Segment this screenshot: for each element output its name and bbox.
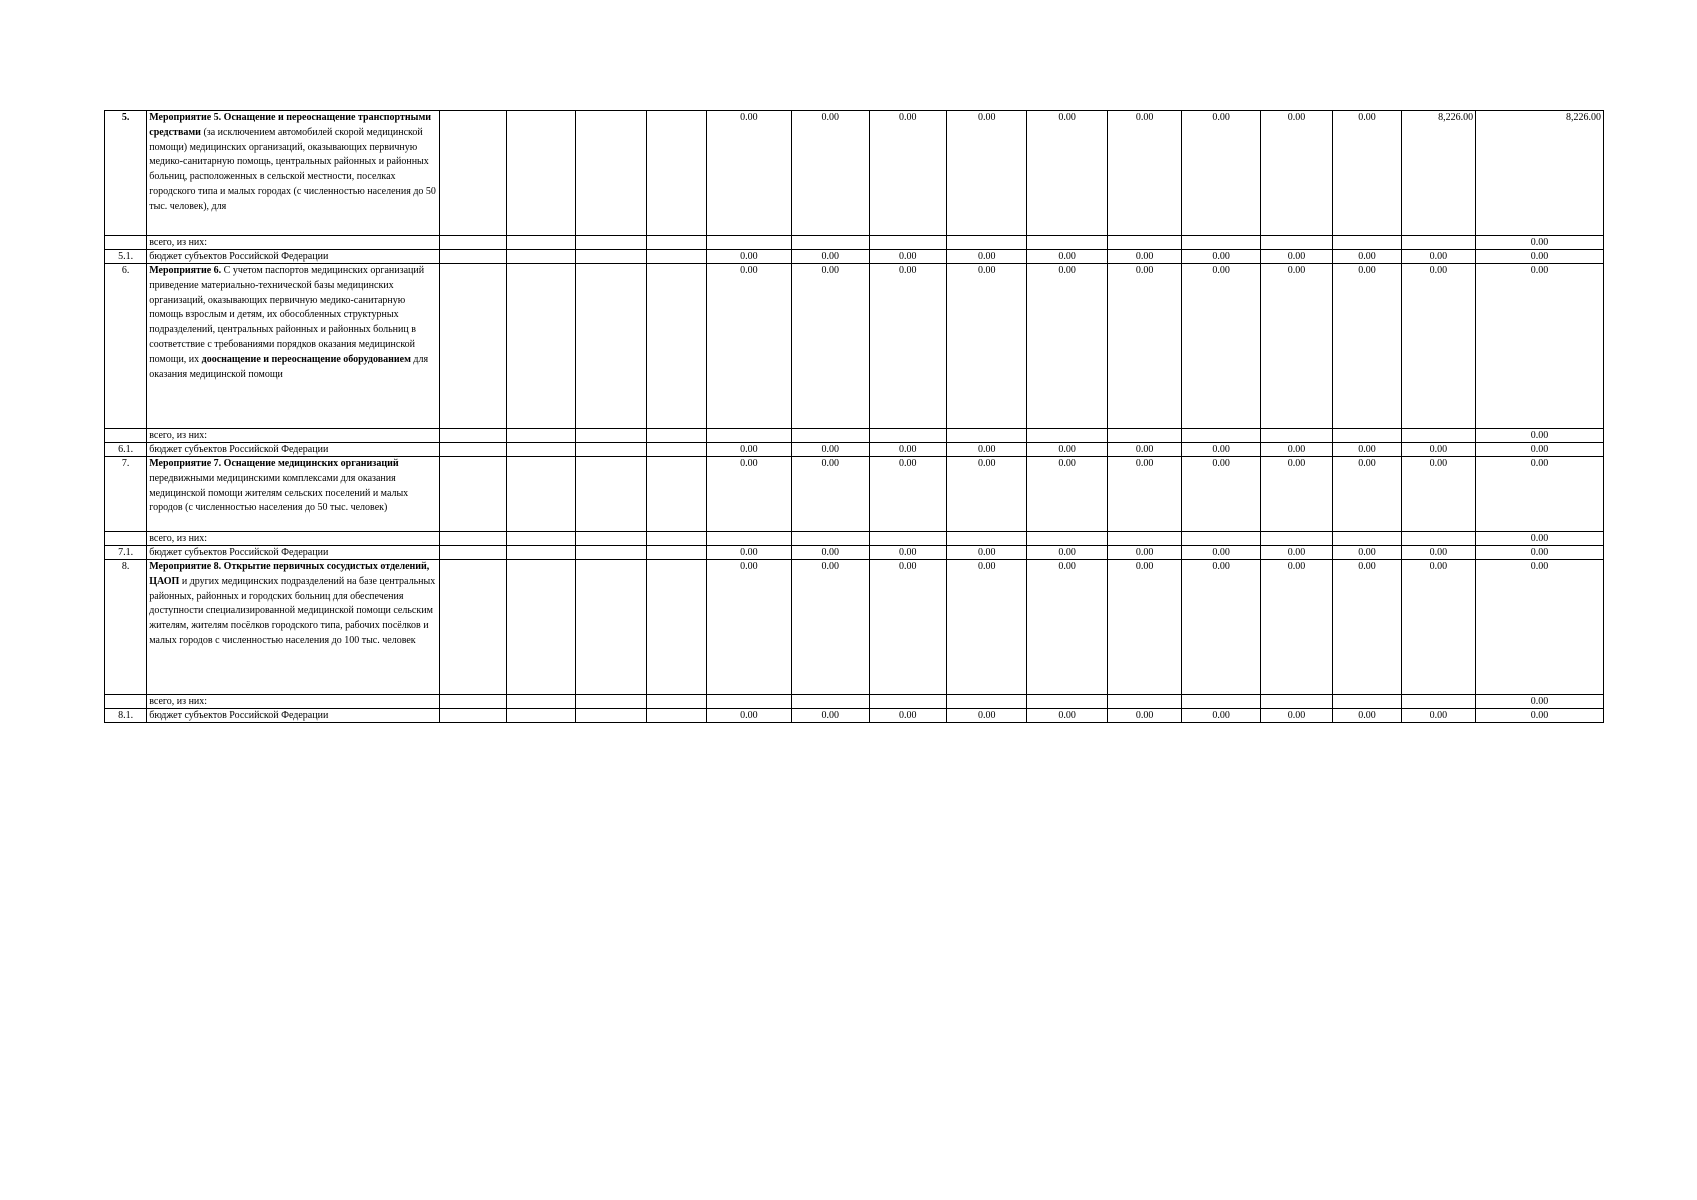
value-cell: 0.00 [1260, 546, 1332, 560]
subtotal-label: всего, из них: [147, 532, 440, 546]
table-row [105, 709, 1604, 723]
table-row [105, 264, 1604, 429]
value-cell: 0.00 [1027, 111, 1107, 236]
value-cell: 0.00 [792, 264, 869, 429]
value-cell: 0.00 [1333, 546, 1401, 560]
subtotal-label: всего, из них: [147, 429, 440, 443]
value-cell: 0.00 [946, 560, 1026, 695]
row-number: 6. [105, 264, 147, 429]
value-cell: 0.00 [946, 457, 1026, 532]
table-row [105, 236, 1604, 250]
value-cell: 0.00 [1260, 457, 1332, 532]
value-cell: 0.00 [1182, 111, 1260, 236]
value-cell: 0.00 [706, 250, 792, 264]
value-cell: 0.00 [1333, 457, 1401, 532]
value-cell: 0.00 [706, 443, 792, 457]
value-cell: 0.00 [1107, 546, 1181, 560]
value-cell: 0.00 [792, 709, 869, 723]
total-cell: 0.00 [1476, 443, 1604, 457]
value-cell: 0.00 [1027, 560, 1107, 695]
table-row [105, 111, 1604, 236]
table-row [105, 560, 1604, 695]
measure-description [147, 264, 440, 429]
value-cell: 0.00 [1333, 264, 1401, 429]
value-cell: 0.00 [869, 264, 946, 429]
value-cell: 0.00 [1182, 546, 1260, 560]
value-cell: 0.00 [1027, 457, 1107, 532]
table-row [105, 532, 1604, 546]
empty-cell [105, 695, 147, 709]
total-cell: 8,226.00 [1476, 111, 1604, 236]
measure-description [147, 457, 440, 532]
value-cell: 0.00 [1107, 250, 1181, 264]
value-cell: 0.00 [1401, 546, 1475, 560]
value-cell: 0.00 [1107, 264, 1181, 429]
measure-description [147, 111, 440, 236]
table-row [105, 546, 1604, 560]
total-cell: 0.00 [1476, 546, 1604, 560]
value-cell: 0.00 [1107, 457, 1181, 532]
row-number: 6.1. [105, 443, 147, 457]
value-cell: 0.00 [1182, 264, 1260, 429]
budget-label: бюджет субъектов Российской Федерации [147, 546, 440, 560]
value-cell: 0.00 [946, 250, 1026, 264]
value-cell: 0.00 [1333, 250, 1401, 264]
total-cell: 0.00 [1476, 429, 1604, 443]
value-cell: 0.00 [706, 709, 792, 723]
total-cell: 0.00 [1476, 560, 1604, 695]
measure-title: Мероприятие 8. Открытие первичных сосудистых отделений, ЦАОП [149, 561, 430, 587]
value-cell: 0.00 [1107, 443, 1181, 457]
row-number: 8. [105, 560, 147, 695]
value-cell: 0.00 [1401, 250, 1475, 264]
value-cell: 0.00 [1182, 443, 1260, 457]
subtotal-label: всего, из них: [147, 695, 440, 709]
value-cell: 0.00 [1401, 709, 1475, 723]
measure-title: Мероприятие 6. [149, 265, 222, 276]
measures-table [104, 110, 1604, 723]
value-cell: 0.00 [946, 546, 1026, 560]
value-cell: 0.00 [792, 443, 869, 457]
total-cell: 0.00 [1476, 264, 1604, 429]
value-cell: 0.00 [1401, 264, 1475, 429]
value-cell: 0.00 [869, 443, 946, 457]
measure-emphasis: дооснащение и переоснащение оборудованием [201, 353, 411, 365]
total-cell: 0.00 [1476, 250, 1604, 264]
value-cell: 0.00 [792, 560, 869, 695]
value-cell: 0.00 [869, 457, 946, 532]
value-cell: 0.00 [1182, 560, 1260, 695]
value-cell: 0.00 [1401, 457, 1475, 532]
value-cell: 0.00 [792, 457, 869, 532]
value-cell: 0.00 [1401, 560, 1475, 695]
value-cell: 0.00 [946, 709, 1026, 723]
value-cell: 0.00 [1182, 250, 1260, 264]
table-row [105, 429, 1604, 443]
value-cell: 0.00 [1027, 709, 1107, 723]
empty-cell [647, 111, 706, 236]
measure-text: С учетом паспортов медицинских организаций приведение материально-технической базы медицинских организаций, оказывающих первичную медико-санитарную помощь взрослым и детям, их обособленных структурных подразделений, центральных районных и районных больниц в соответствие с требованиями порядков оказания медицинской помощи, их [149, 265, 425, 365]
table-row [105, 457, 1604, 532]
empty-cell [507, 111, 575, 236]
total-cell: 0.00 [1476, 236, 1604, 250]
budget-label: бюджет субъектов Российской Федерации [147, 250, 440, 264]
row-number: 8.1. [105, 709, 147, 723]
measure-description [147, 560, 440, 695]
value-cell: 0.00 [706, 264, 792, 429]
value-cell: 0.00 [1107, 709, 1181, 723]
value-cell: 0.00 [869, 250, 946, 264]
value-cell: 0.00 [1260, 264, 1332, 429]
value-cell: 0.00 [1260, 250, 1332, 264]
row-number: 5.1. [105, 250, 147, 264]
empty-cell [105, 236, 147, 250]
table-row [105, 443, 1604, 457]
empty-cell [105, 429, 147, 443]
value-cell: 0.00 [1027, 546, 1107, 560]
measure-text: и других медицинских подразделений на базе центральных районных, районных и городских больниц для обеспечения доступности специализированной медицинской помощи сельским жителям, жителям посёлков городского типа, рабочих посёлков и малых городов с численностью населения до 100 тыс. человек [149, 575, 436, 646]
subtotal-label: всего, из них: [147, 236, 440, 250]
total-cell: 0.00 [1476, 532, 1604, 546]
budget-label: бюджет субъектов Российской Федерации [147, 443, 440, 457]
value-cell: 0.00 [869, 560, 946, 695]
value-cell: 0.00 [946, 111, 1026, 236]
empty-cell [105, 532, 147, 546]
value-cell: 0.00 [1182, 709, 1260, 723]
budget-label: бюджет субъектов Российской Федерации [147, 709, 440, 723]
value-cell: 0.00 [706, 560, 792, 695]
measure-text: (за исключением автомобилей скорой медицинской помощи) медицинских организаций, оказывающих первичную медико-санитарную помощь, центральных районных и районных больниц, расположенных в сельской местности, поселках городского типа и малых городах (с численностью населения до 50 тыс. человек), для [149, 126, 436, 212]
value-cell: 0.00 [792, 250, 869, 264]
value-cell: 0.00 [869, 709, 946, 723]
value-cell: 0.00 [792, 546, 869, 560]
value-cell: 0.00 [1027, 264, 1107, 429]
total-cell: 0.00 [1476, 695, 1604, 709]
measure-title: Мероприятие 7. Оснащение медицинских организаций [149, 458, 399, 469]
empty-cell [440, 111, 507, 236]
row-number: 7. [105, 457, 147, 532]
value-cell: 0.00 [1333, 111, 1401, 236]
measure-text: передвижными медицинскими комплексами для оказания медицинской помощи жителям сельских поселений и малых городов (с численностью населения до 50 тыс. человек) [149, 472, 409, 514]
value-cell: 0.00 [1260, 443, 1332, 457]
row-number: 5. [105, 111, 147, 236]
value-cell: 0.00 [1027, 250, 1107, 264]
table-row [105, 250, 1604, 264]
value-cell: 0.00 [869, 111, 946, 236]
value-cell: 0.00 [1333, 709, 1401, 723]
value-cell: 0.00 [706, 457, 792, 532]
table-row [105, 695, 1604, 709]
value-cell: 0.00 [869, 546, 946, 560]
total-cell: 0.00 [1476, 457, 1604, 532]
total-cell: 0.00 [1476, 709, 1604, 723]
value-cell: 0.00 [946, 264, 1026, 429]
value-cell: 0.00 [1260, 560, 1332, 695]
value-cell: 0.00 [706, 111, 792, 236]
value-cell: 0.00 [1260, 111, 1332, 236]
value-cell: 8,226.00 [1401, 111, 1475, 236]
measure-text-tail: для оказания медицинской помощи [149, 353, 429, 380]
value-cell: 0.00 [1260, 709, 1332, 723]
value-cell: 0.00 [706, 546, 792, 560]
value-cell: 0.00 [1027, 443, 1107, 457]
value-cell: 0.00 [1333, 443, 1401, 457]
value-cell: 0.00 [1107, 111, 1181, 236]
measure-title: Мероприятие 5. Оснащение и переоснащение транспортными средствами [149, 112, 432, 138]
value-cell: 0.00 [946, 443, 1026, 457]
row-number: 7.1. [105, 546, 147, 560]
value-cell: 0.00 [1107, 560, 1181, 695]
empty-cell [575, 111, 646, 236]
value-cell: 0.00 [1401, 443, 1475, 457]
value-cell: 0.00 [792, 111, 869, 236]
value-cell: 0.00 [1333, 560, 1401, 695]
value-cell: 0.00 [1182, 457, 1260, 532]
